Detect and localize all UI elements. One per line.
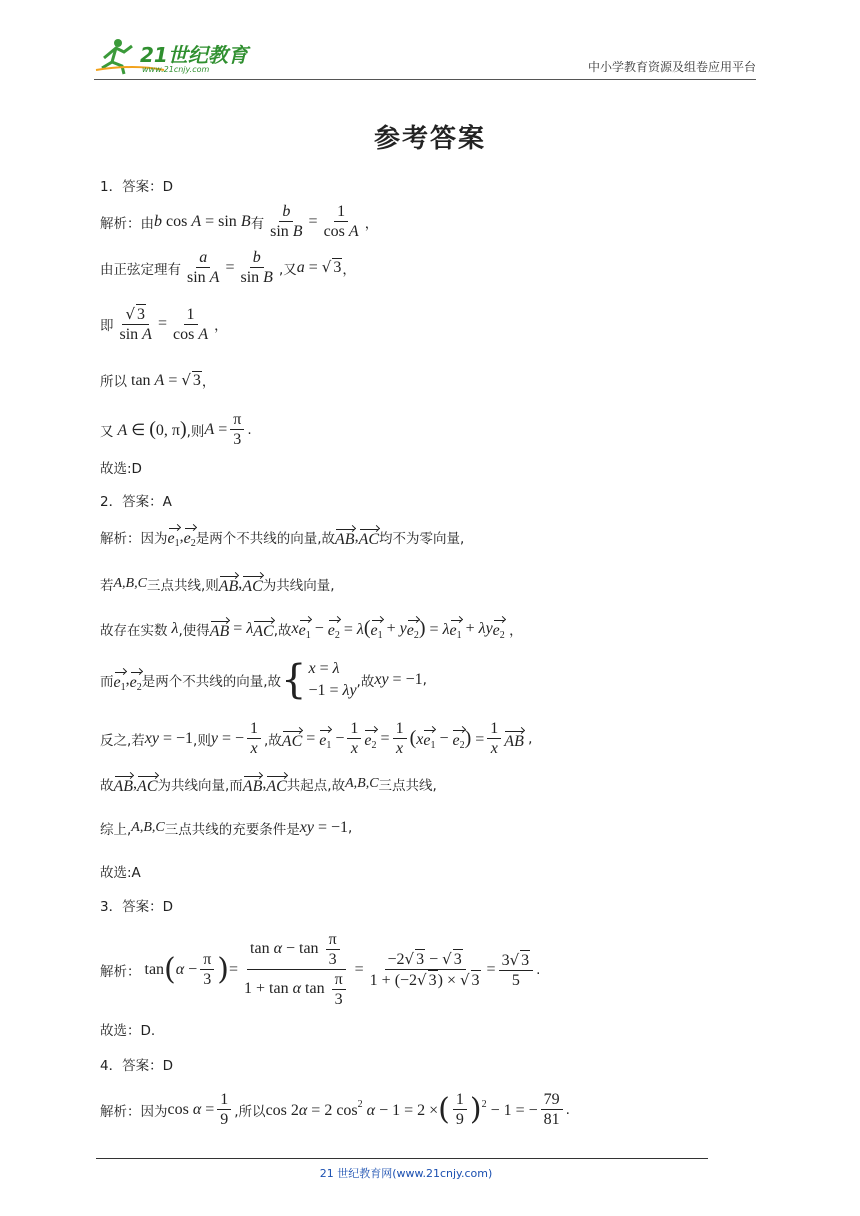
svg-text:21世纪教育: 21世纪教育 bbox=[140, 43, 248, 67]
q1-line1: 解析：由 b cos A = sin B 有 $\frac{b}{\text{sin B}}$ = $\frac{1}{\text{cos A}}$ ， bbox=[100, 203, 379, 240]
footer-rule bbox=[96, 1158, 708, 1159]
q1-line2: 由正弦定理有 $\frac{a}{\text{sin A}}$ = $\frac{b}{\text{sin B}}$ ,又 a = √ 3 ， bbox=[100, 249, 356, 286]
q1-line4: 所以 tan A = √ 3 ， bbox=[100, 370, 216, 390]
header-rule bbox=[94, 79, 756, 80]
q3-line1: 解析： tan ( α − $\frac{\pi}{3}$ ) = tan α − tan $\frac{\pi}{3}$ 1 + tan α tan $\frac{\pi}{3}$ = $\frac{-2√ 3 - √ 3}{1 + (-2√ 3) \times √ 3}$ = $\frac{3√ 3}{5}$ . bbox=[100, 931, 541, 1008]
svg-text:www.21cnjy.com: www.21cnjy.com bbox=[142, 65, 210, 74]
q2-line4: 而 $e_1$ , $e_2$ 是两个不共线的向量,故 { x = λ −1 = λy ,故 xy = −1 , bbox=[100, 657, 427, 703]
q2-line2: 若 A,B,C 三点共线,则 AB , AC 为共线向量, bbox=[100, 572, 335, 596]
q3-answer: 3．答案：D bbox=[100, 899, 173, 915]
q1-answer: 1．答案：D bbox=[100, 179, 173, 195]
q1-line5: 又 A ∈ (0, π) ,则 A = $\frac{\pi}{3}$ . bbox=[100, 411, 252, 448]
q2-line3: 故存在实数 λ ,使得 AB = λ AC ,故 x $e_1$ − $e_2$ = λ( $e_1$ + y $e_2$ ) = λ $e_1$ + λy $e_2$ ， bbox=[100, 617, 523, 641]
site-logo bbox=[94, 36, 264, 76]
q2-line6: 故 AB , AC 为共线向量,而 AB , AC 共起点,故 A,B,C 三点共线, bbox=[100, 772, 437, 796]
q1-line3: 即 $\frac{√ 3}{\text{sin A}}$ = $\frac{1}{\text{cos A}}$ ， bbox=[100, 305, 228, 343]
q2-choice: 故选:A bbox=[100, 865, 141, 881]
header-platform-text: 中小学教育资源及组卷应用平台 bbox=[587, 60, 756, 74]
q1-choice: 故选:D bbox=[100, 461, 142, 477]
q2-answer: 2．答案：A bbox=[100, 494, 172, 510]
q4-answer: 4．答案：D bbox=[100, 1058, 173, 1074]
q2-line1: 解析：因为 $e_1$ , $e_2$ 是两个不共线的向量,故 AB , AC 均不为零向量, bbox=[100, 524, 464, 549]
q4-line1: 解析：因为 cos α = $\frac{1}{9}$ ,所以 cos 2α = 2 $\cos^2 \alpha - 1 = 2$ × ( $\frac{1}{9}$ ) $^2$ − 1 = − $\frac{79}{81}$ . bbox=[100, 1091, 570, 1128]
q2-line5: 反之,若 xy = −1 ,则 y = − $\frac{1}{x}$ ,故 AC = $e_1$ − $\frac{1}{x}$ $e_2$ = $\frac{1}{x}$ (x $e_1$ − $e_2$ ) = $\frac{1}{x}$ AB , bbox=[100, 720, 533, 757]
q3-choice: 故选：D. bbox=[100, 1023, 156, 1039]
page-title: 参考答案 bbox=[373, 124, 486, 154]
footer-link[interactable]: 21 世纪教育网(www.21cnjy.com) bbox=[319, 1167, 493, 1180]
q2-line7: 综上, A,B,C 三点共线的充要条件是 xy = −1 , bbox=[100, 819, 353, 838]
